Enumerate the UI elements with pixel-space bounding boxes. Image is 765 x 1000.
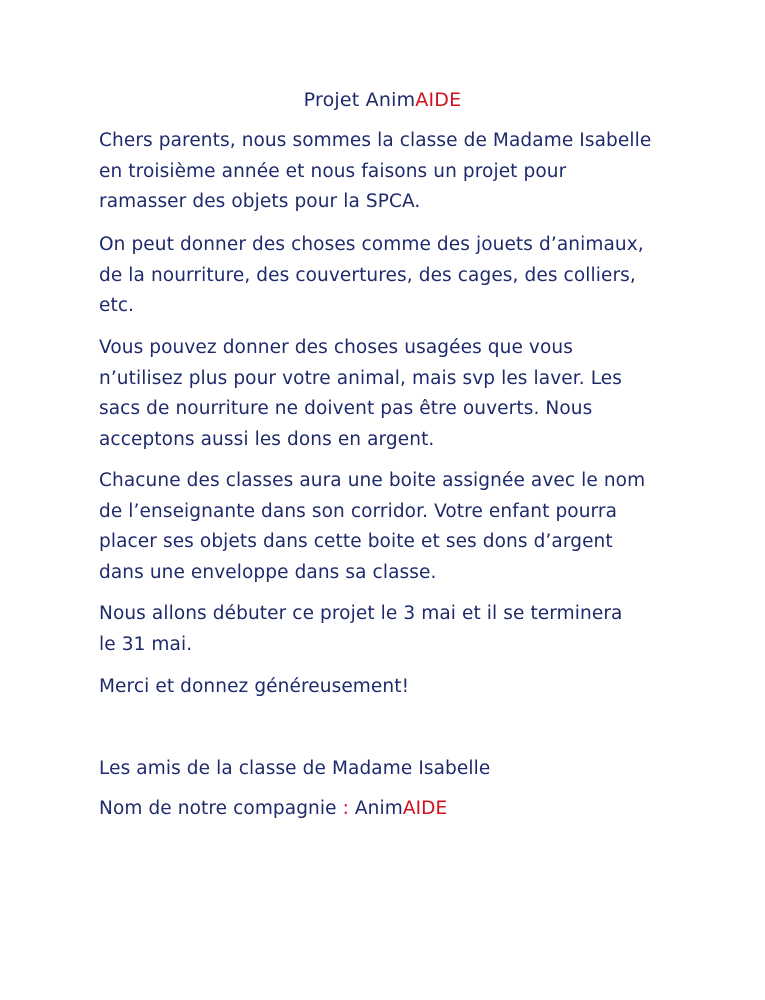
text-line: le 31 mai. [99,633,193,655]
text-line: placer ses objets dans cette boite et ses dons d’argent [99,531,613,552]
paragraph-used-items [99,333,699,455]
paragraph-boxes [99,466,699,588]
text-line: dans une enveloppe dans sa classe. [99,561,437,583]
text-line: Vous pouvez donner des choses usagées que vous [99,337,573,358]
company-colon: : [342,798,349,819]
text-line: Chacune des classes aura une boite assignée avec le nom [99,470,646,491]
page-title [0,86,765,114]
title-prefix: Projet Anim [303,89,416,111]
text-line: en troisième année et nous faisons un projet pour [99,160,567,182]
company-line [99,794,699,825]
paragraph-donations [99,230,699,322]
company-name-prefix: Anim [348,798,403,819]
text-line: de la nourriture, des couvertures, des cages, des colliers, [99,264,636,286]
paragraph-dates [99,599,699,660]
company-name-highlight: AIDE [402,798,448,819]
signature-text: Les amis de la classe de Madame Isabelle [99,758,491,779]
text-line: acceptons aussi les dons en argent. [99,428,435,450]
text-line: n’utilisez plus pour votre animal, mais svp les laver. Les [99,367,623,389]
text-line: Nous allons débuter ce projet le 3 mai et il se terminera [99,603,623,624]
text-line: On peut donner des choses comme des jouets d’animaux, [99,234,644,255]
text-line: Merci et donnez généreusement! [99,676,410,697]
title-highlight: AIDE [415,89,462,111]
signature [99,754,699,785]
company-label: Nom de notre compagnie [99,798,343,819]
paragraph-intro [99,126,699,218]
text-line: etc. [99,295,135,316]
text-line: Chers parents, nous sommes la classe de Madame Isabelle [99,130,652,151]
text-line: sacs de nourriture ne doivent pas être ouverts. Nous [99,398,593,419]
paragraph-thanks [99,672,699,703]
text-line: de l’enseignante dans son corridor. Votre enfant pourra [99,500,618,522]
text-line: ramasser des objets pour la SPCA. [99,191,421,212]
